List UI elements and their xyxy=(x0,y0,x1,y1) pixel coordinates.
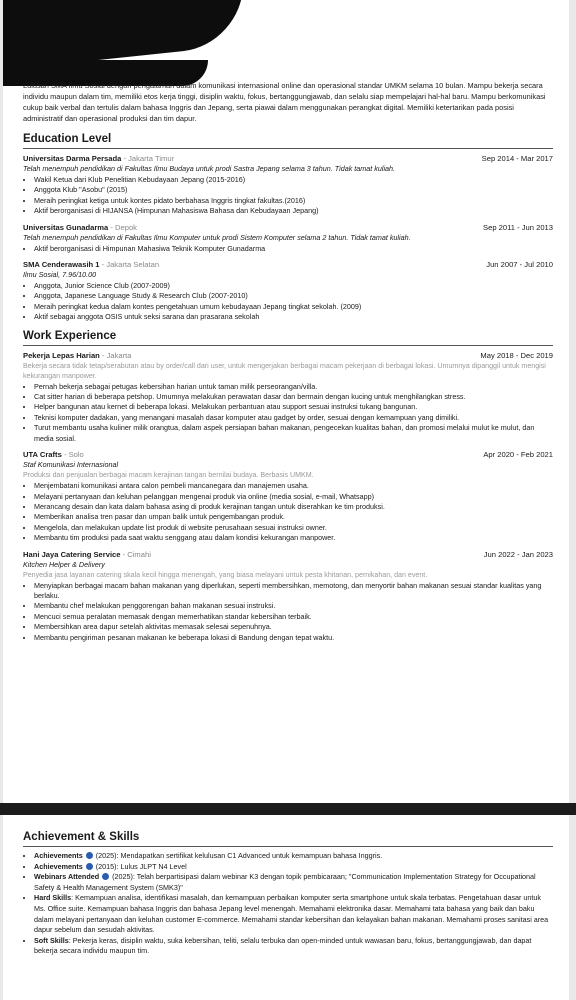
resume-page-2 xyxy=(3,815,569,1000)
school-name: Universitas Gunadarma xyxy=(23,222,109,232)
list-item: • Anggota, Junior Science Club (2007-2009) xyxy=(34,281,553,291)
item-text: : Pekerja keras, disiplin waktu, suka kebersihan, teliti, selalu terbuka dan open-minded untuk wawasan baru, fokus, bertanggungjawab, dan dapat bekerja secara individu maupun tim. xyxy=(34,935,532,956)
list-item: • Menyiapkan berbagai macam bahan makanan yang diperlukan, seperti membersihkan, memotong, dan menyortir bahan makanan sesuai standar kualitas yang berlaku. xyxy=(34,581,553,602)
skill-item xyxy=(34,893,553,935)
achievements-heading: Achievement & Skills xyxy=(23,831,553,847)
entry-description: Penyedia jasa layanan catering skala kecil hingga menengah, yang biasa melayani untuk pesta khitanan, pernikahan, dan event. xyxy=(23,570,428,579)
work-entry xyxy=(23,549,553,643)
employer-name: Hani Jaya Catering Service xyxy=(23,549,121,559)
employer-location: - Cimahi xyxy=(120,549,151,559)
item-text: : Kemampuan analisa, identifikasi masalah, dan kemampuan perbaikan komputer serta smartphone untuk skala terbatas. Pengetahuan dasar untuk Ms. Office suite. Kemampuan bahasa Inggris dan bahasa Jepang level menengah. Memahami elektronika dasar. Memahami tata bahasa yang baik dan baku dalam melayani pertanyaan dan keluhan customer E-commerce. Memahami standar kebersihan dan kelayakan bahan makanan. Memahami proses sanitasi area dapur sebelum dan sesudah aktivitas. xyxy=(34,893,549,935)
list-item: • Membersihkan area dapur setelah aktivitas memasak selesai sepenuhnya. xyxy=(34,622,553,632)
verified-badge-icon xyxy=(102,873,109,880)
list-item: • Mencuci semua peralatan memasak dengan memerhatikan standar kebersihan terbaik. xyxy=(34,612,553,622)
item-label: Soft Skills xyxy=(34,935,69,945)
date-range: Jun 2007 - Jul 2010 xyxy=(486,260,553,270)
list-item: • Menjembatani komunikasi antara calon pembeli mancanegara dan manajemen usaha. xyxy=(34,481,553,491)
list-item: • Cat sitter harian di beberapa petshop. Umumnya melakukan perawatan dasar dan bermain dengan kucing untuk menghilangkan stress. xyxy=(34,392,553,402)
work-entry xyxy=(23,350,553,444)
date-range: Jun 2022 - Jan 2023 xyxy=(483,549,553,559)
entry-subtitle: Ilmu Sosial, 7.96/10.00 xyxy=(23,270,97,280)
item-label: Achievements xyxy=(34,861,83,871)
list-item: • Meraih peringkat ketiga untuk kontes pidato berbahasa Inggris tingkat fakultas.(2016) xyxy=(34,196,553,206)
item-label: Achievements xyxy=(34,851,83,860)
school-location: - Jakarta Selatan xyxy=(99,260,160,270)
list-item: • Pernah bekerja sebagai petugas kebersihan harian untuk taman milik perseorangan/villa. xyxy=(34,382,553,392)
page-gap xyxy=(0,803,576,815)
achievement-item xyxy=(34,862,553,873)
list-item: • Wakil Ketua dari Klub Penelitian Kebudayaan Jepang (2015-2016) xyxy=(34,175,553,185)
list-item: • Anggota, Japanese Language Study & Research Club (2007-2010) xyxy=(34,291,553,301)
item-text: (2025): Mendapatkan sertifikat kelulusan C1 Advanced untuk kemampuan bahasa Inggris. xyxy=(93,851,383,860)
job-title: Staf Komunikasi Internasional xyxy=(23,460,119,470)
work-entry xyxy=(23,449,553,543)
school-name: SMA Cenderawasih 1 xyxy=(23,260,100,270)
employer-location: - Jakarta xyxy=(99,350,132,360)
list-item: • Membantu chef melakukan penggorengan bahan makanan sesuai instruksi. xyxy=(34,601,553,611)
date-range: Apr 2020 - Feb 2021 xyxy=(483,450,553,460)
education-entry xyxy=(23,153,553,217)
school-name: Universitas Darma Persada xyxy=(23,154,122,163)
entry-description: Bekerja secara tidak tetap/serabutan atau by order/call dari user, untuk mengerjakan berbagai macam pekerjaan di berbagai lokasi. Umumnya dipanggil untuk mengisi kekurangan manpower. xyxy=(23,361,546,380)
achievement-item xyxy=(34,872,553,893)
list-item: • Aktif sebagai anggota OSIS untuk seksi sarana dan prasarana sekolah xyxy=(34,312,553,322)
list-item: • Melayani pertanyaan dan keluhan pelanggan mengenai produk via online (media sosial, e-mail, Whatsapp) xyxy=(34,492,553,502)
entry-subtitle: Telah menempuh pendidikan di Fakultas Ilmu Budaya untuk prodi Sastra Jepang selama 3 tahun. Tidak tamat kuliah. xyxy=(23,164,396,173)
list-item: • Teknisi komputer dadakan, yang menangani masalah dasar komputer atau gadget by order, sesuai dengan kemampuan yang dimiliki. xyxy=(34,413,553,423)
skill-item xyxy=(34,936,553,957)
date-range: Sep 2014 - Mar 2017 xyxy=(481,154,553,163)
verified-badge-icon xyxy=(86,852,93,859)
list-item: • Aktif berorganisasi di Himpunan Mahasiwa Teknik Komputer Gunadarma xyxy=(34,244,553,254)
school-location: - Depok xyxy=(108,222,137,232)
school-location: - Jakarta Timur xyxy=(121,154,175,163)
item-text: (2025): Telah berpartisipasi dalam webinar K3 dengan topik pembicaraan; "Communication Implementation Strategy for Occupational Safety & Health Management System (SMK3)" xyxy=(34,872,536,892)
list-item: • Helper bangunan atau kernet di beberapa lokasi. Melakukan perbantuan atau support sesuai instruksi tukang bangunan. xyxy=(34,402,553,412)
employer-location: - Solo xyxy=(61,450,84,460)
item-label: Webinars Attended xyxy=(34,872,100,882)
item-label: Hard Skills xyxy=(34,893,72,903)
list-item: • Membantu tim produksi pada saat waktu senggang atau dalam kondisi kekurangan manpower. xyxy=(34,533,553,543)
list-item: • Memberikan analisa tren pasar dan umpan balik untuk pengembangan produk. xyxy=(34,512,553,522)
entry-description: Produksi dan penjualan berbagai macam kerajinan tangan bernilai budaya. Berbasis UMKM. xyxy=(23,471,314,480)
list-item: • Aktif berorganisasi di HIJANSA (Himpunan Mahasiswa Bahasa dan Kebudayaan Jepang) xyxy=(34,206,553,216)
verified-badge-icon xyxy=(86,863,93,870)
education-heading: Education Level xyxy=(23,134,553,149)
list-item: • Meraih peringkat kedua dalam kontes pengetahuan umum kebudayaan Jepang tingkat sekolah. (2009) xyxy=(34,302,553,312)
job-title: Kitchen Helper & Delivery xyxy=(23,559,105,569)
employer-name: UTA Crafts xyxy=(23,450,62,460)
item-text: (2015): Lulus JLPT N4 Level xyxy=(93,861,187,871)
summary-text: Lulusan SMA Ilmu Sosial dengan pengalaman dalam komunikasi internasional online dan operasional standar UMKM selama 10 bulan. Mampu bekerja secara individu maupun dalam tim, memiliki etos kerja tinggi, disiplin waktu, fokus, bertanggungjawab, dan selalu siap mempelajari hal-hal baru. Mampu berkomunikasi cukup baik verbal dan tertulis dalam bahasa Inggris dan Jepang, serta piawai dalam menggunakan perangkat digital. Memiliki ketertarikan pada posisi administratif dan operasional produksi dan tim dapur. xyxy=(23,81,546,123)
list-item: • Membantu pengiriman pesanan makanan ke beberapa lokasi di Bandung dengan tepat waktu. xyxy=(34,633,553,643)
entry-subtitle: Telah menempuh pendidikan di Fakultas Ilmu Komputer untuk prodi Sistem Komputer selama 2 tahun. Tidak tamat kuliah. xyxy=(23,232,411,242)
list-item: • Merancang desain dan kata dalam bahasa asing di produk kerajinan tangan untuk diserahkan ke tim produksi. xyxy=(34,502,553,512)
education-entry xyxy=(23,222,553,254)
list-item: • Anggota Klub "Asobu" (2015) xyxy=(34,185,553,195)
resume-page-1 xyxy=(3,0,569,803)
list-item: • Turut membantu usaha kuliner milik orangtua, dalam aspek persiapan bahan makanan, pengecekan kualitas bahan, dan promosi melalui mulut ke mulut, dan media sosial. xyxy=(34,423,553,444)
employer-name: Pekerja Lepas Harian xyxy=(23,350,100,360)
achievement-item xyxy=(34,851,553,862)
date-range: Sep 2011 - Jun 2013 xyxy=(483,222,553,232)
list-item: • Mengelola, dan melakukan update list produk di website perusahaan sesuai instruksi owner. xyxy=(34,523,553,533)
work-heading: Work Experience xyxy=(23,331,553,346)
date-range: May 2018 - Dec 2019 xyxy=(480,350,553,360)
education-entry xyxy=(23,259,553,323)
